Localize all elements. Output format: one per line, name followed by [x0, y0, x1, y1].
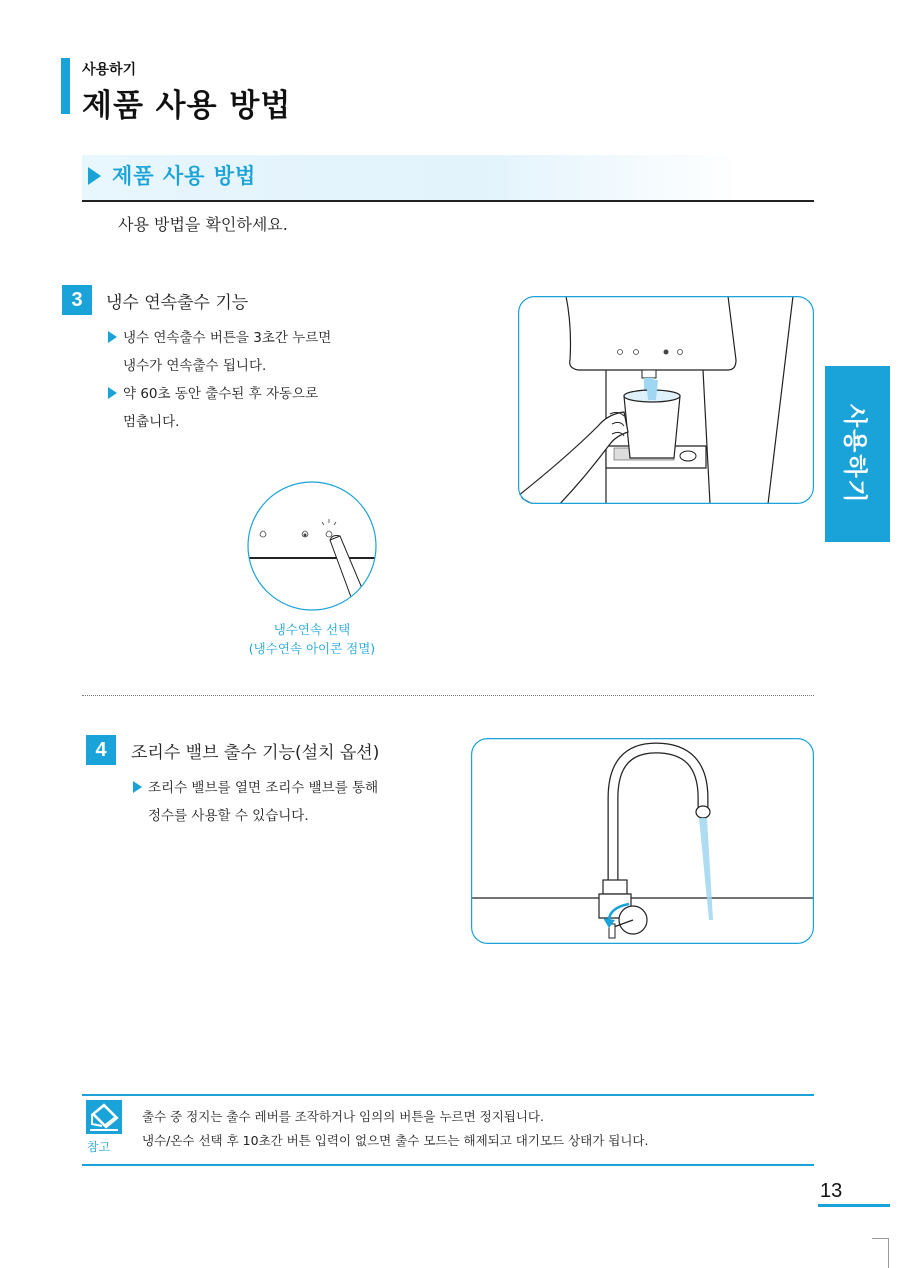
- control-panel-closeup-illustration: [246, 480, 378, 612]
- title-accent-bar: [61, 58, 70, 114]
- crop-mark: [872, 1238, 888, 1239]
- step-3-bullet-2-cont: 멈춥니다.: [123, 414, 180, 430]
- side-section-tab[interactable]: [825, 366, 890, 542]
- cold-water-dispensing-illustration: [518, 296, 814, 504]
- pencil-note-icon: [86, 1100, 122, 1134]
- step-3-bullets: [108, 324, 331, 436]
- intro-text: 사용 방법을 확인하세요.: [118, 215, 288, 234]
- step-4-bullet-1-cont: 정수를 사용할 수 있습니다.: [148, 808, 309, 824]
- bullet-triangle-icon: [133, 781, 142, 793]
- dotted-divider: [82, 695, 814, 696]
- subheader-title: 제품 사용 방법: [112, 164, 257, 188]
- cooking-water-valve-illustration: [471, 738, 814, 944]
- bullet-triangle-icon: [108, 331, 117, 343]
- note-line-1: 출수 중 정지는 출수 레버를 조작하거나 임의의 버튼을 누르면 정지됩니다.: [142, 1109, 544, 1124]
- step-4-bullets: [133, 774, 378, 830]
- crop-mark: [888, 1238, 889, 1268]
- caption-line-2: (냉수연속 아이콘 점멸): [248, 641, 376, 656]
- note-label: 참고: [87, 1140, 111, 1154]
- page-number: 13: [820, 1180, 843, 1202]
- side-tab-label: 사용하기: [841, 403, 869, 505]
- step-4-title: 조리수 밸브 출수 기능(설치 옵션): [131, 743, 380, 763]
- step-3-bullet-1: 냉수 연속출수 버튼을 3초간 누르면: [108, 324, 331, 352]
- step-3-badge: 3: [62, 285, 92, 315]
- bullet-triangle-icon: [108, 387, 117, 399]
- page-title: 제품 사용 방법: [82, 88, 292, 124]
- note-bottom-rule: [82, 1164, 814, 1166]
- step-4-bullet-1: 조리수 밸브를 열면 조리수 밸브를 통해: [133, 774, 378, 802]
- note-top-rule: [82, 1094, 814, 1096]
- page-number-rule: [818, 1204, 890, 1207]
- step-3-bullet-1-cont: 냉수가 연속출수 됩니다.: [123, 358, 267, 374]
- subheader-arrow-icon: [88, 167, 101, 185]
- caption-line-1: 냉수연속 선택: [273, 622, 351, 637]
- section-label: 사용하기: [82, 62, 137, 78]
- subheader-rule: [82, 200, 814, 202]
- step-3-caption: [212, 620, 412, 658]
- step-3-title: 냉수 연속출수 기능: [106, 293, 249, 313]
- step-4-badge: 4: [86, 735, 116, 765]
- note-line-2: 냉수/온수 선택 후 10초간 버튼 입력이 없으면 출수 모드는 해제되고 대기모드 상태가 됩니다.: [142, 1133, 649, 1148]
- step-3-bullet-2: 약 60초 동안 출수된 후 자동으로: [108, 380, 331, 408]
